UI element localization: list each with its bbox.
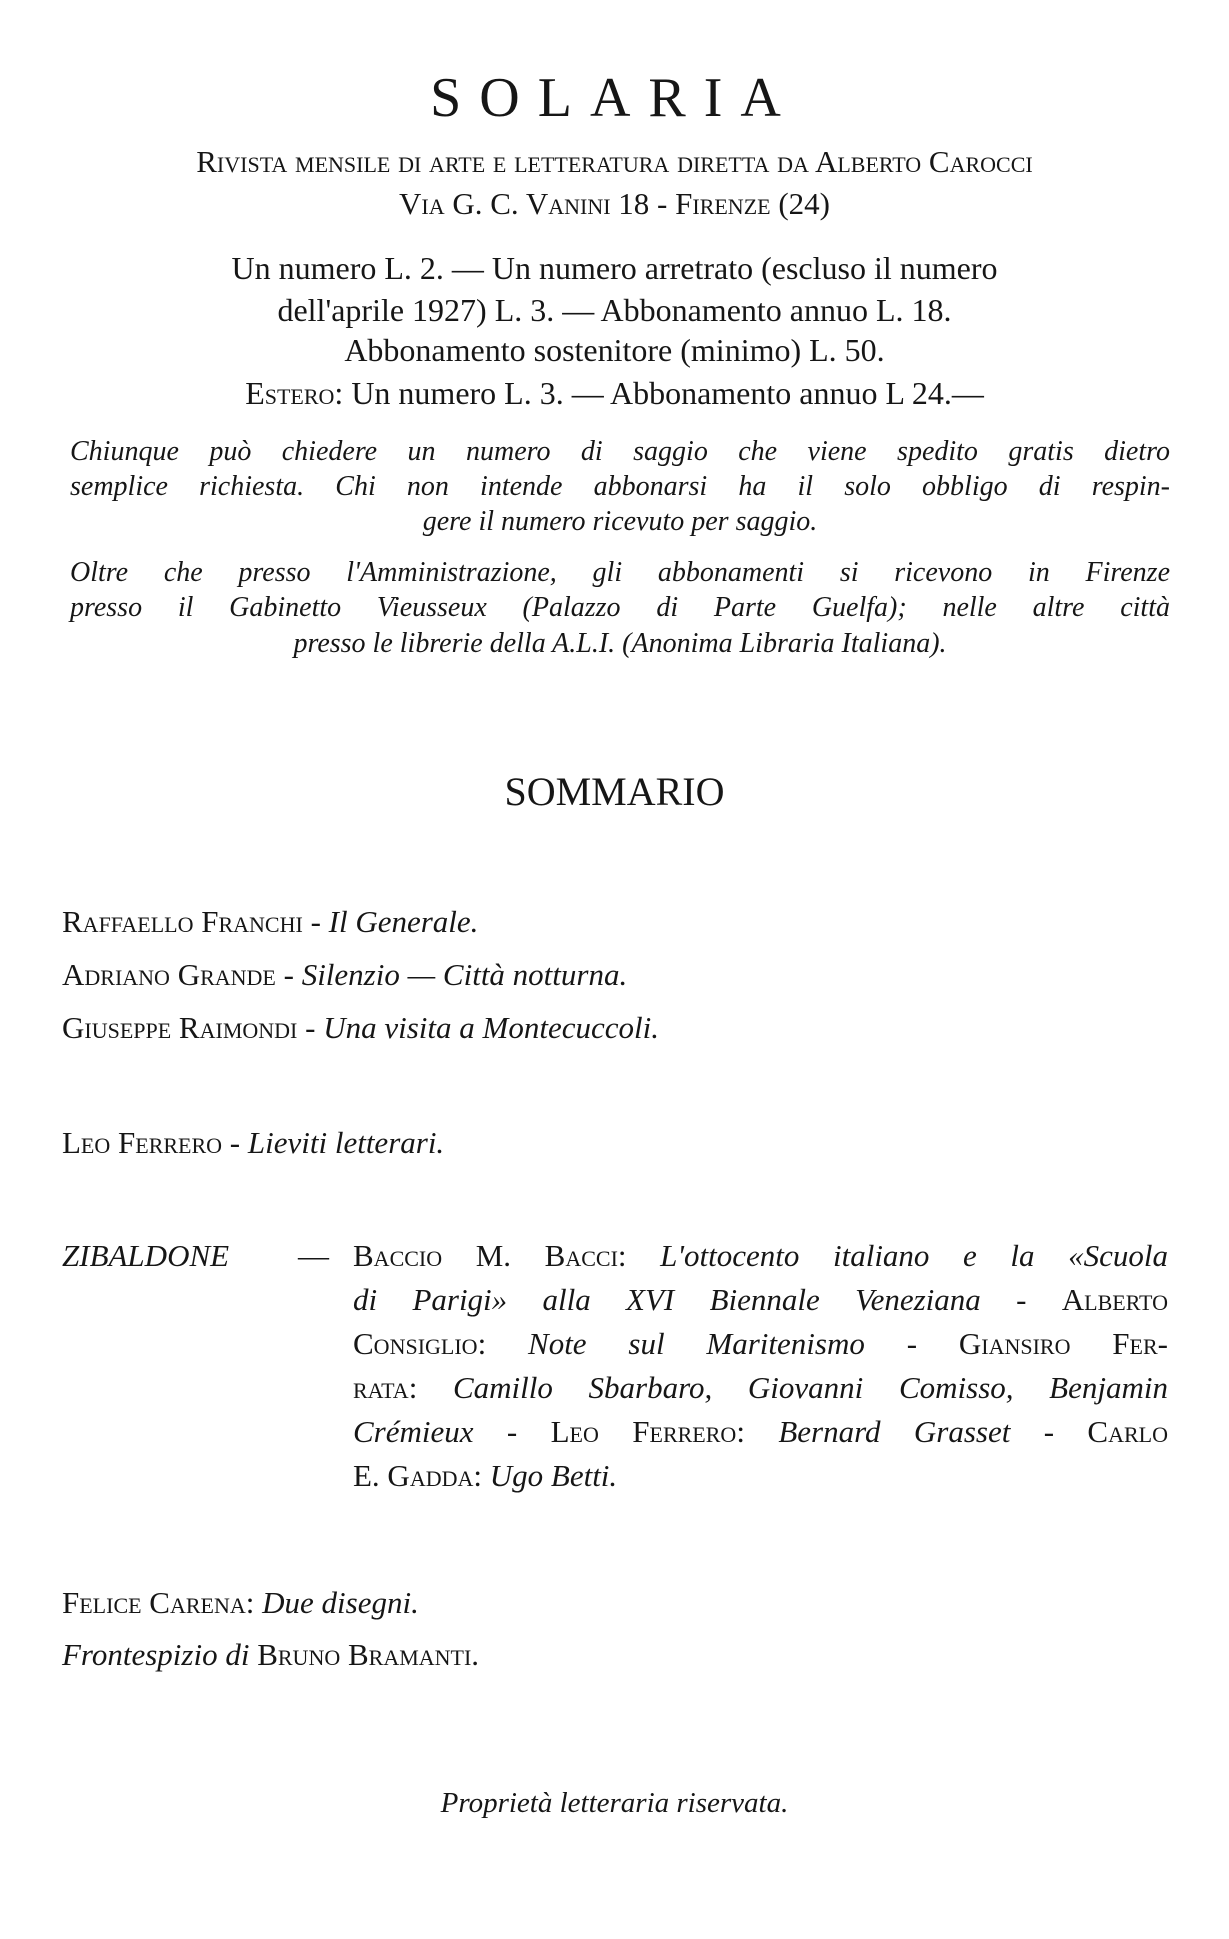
sommario-heading: SOMMARIO [504,769,725,814]
note1-line-1: Chiunque può chiedere un numero di saggio che viene spedito gratis dietro [70,436,1170,467]
note1-line-2: semplice richiesta. Chi non intende abbonarsi ha il solo obbligo di respin- [70,471,1170,502]
toc-separator: - [275,957,302,992]
toc-work: Silenzio — Città notturna. [301,957,628,992]
toc-work: Una visita a Montecuccoli. [323,1010,659,1045]
foreign-text: Un numero L. 3. — Abbonamento annuo L 24.— [343,375,984,411]
zibaldone-title: ZIBALDONE [62,1238,230,1273]
toc-separator: - [302,904,329,939]
price-line-3: Abbonamento sostenitore (minimo) L. 50. [344,332,885,368]
zib-author: Consiglio [353,1326,478,1361]
zibaldone-label [62,1238,229,1274]
zibaldone-dash: — [298,1238,329,1273]
toc-separator: - [297,1010,324,1045]
illustrations-author: Felice Carena [62,1585,246,1620]
toc-work: Il Generale. [328,904,479,939]
note2-line-2: presso il Gabinetto Vieusseux (Palazzo di Parte Guelfa); nelle altre città [70,592,1170,623]
note2-line-3: presso le librerie della A.L.I. (Anonima Libraria Italiana). [293,628,947,659]
zib-author: Carlo [1087,1414,1168,1449]
illustrations-entry: Felice Carena: Due disegni. [62,1585,419,1620]
toc-author: Leo Ferrero [62,1125,223,1160]
toc-author: Adriano Grande [62,957,276,992]
frontispiece-author: Bruno Bramanti. [257,1637,480,1672]
zib-work: Note sul Maritenismo [528,1326,865,1361]
copyright-notice: Proprietà letteraria riservata. [440,1787,789,1819]
zibaldone-line-4: rata: Camillo Sbarbaro, Giovanni Comisso, Benjamin [353,1370,1168,1405]
zib-author: Alberto [1061,1282,1168,1317]
zibaldone-line-5: Crémieux - Leo Ferrero: Bernard Grasset - Carlo [353,1414,1168,1449]
zib-author: Baccio M. Bacci [353,1238,618,1273]
foreign-label: Estero: [245,375,344,411]
magazine-subtitle: Rivista mensile di arte e letteratura diretta da Alberto Carocci [196,144,1033,179]
toc-author: Raffaello Franchi [62,904,303,939]
zib-work: L'ottocento italiano e la «Scuola [660,1238,1168,1273]
frontispiece-entry [62,1637,479,1673]
magazine-address: Via G. C. Vanini 18 - Firenze (24) [399,186,830,221]
zibaldone-line-1: Baccio M. Bacci: L'ottocento italiano e la «Scuola [353,1238,1168,1273]
price-foreign [0,375,1229,412]
zibaldone-line-2: di Parigi» alla XVI Biennale Veneziana - Alberto [353,1282,1168,1317]
illustrations-work: Due disegni. [262,1585,419,1620]
zib-work: Bernard Grasset [778,1414,1011,1449]
magazine-title: SOLARIA [430,67,799,129]
toc-entry [62,904,478,940]
zib-author: Leo Ferrero [550,1414,737,1449]
note1-line-3: gere il numero ricevuto per saggio. [422,506,818,537]
note2-line-1: Oltre che presso l'Amministrazione, gli abbonamenti si ricevono in Firenze [70,557,1170,588]
price-line-2: dell'aprile 1927) L. 3. — Abbonamento annuo L. 18. [277,292,952,328]
toc-entry [62,1010,659,1046]
toc-separator: - [222,1125,248,1160]
zib-author: E. Gadda [353,1458,474,1493]
toc-author: Giuseppe Raimondi [62,1010,298,1045]
zib-work: Ugo Betti. [489,1458,618,1493]
zib-work: di Parigi» alla XVI Biennale Veneziana [353,1282,981,1317]
frontispiece-prefix: Frontespizio di [62,1637,250,1672]
zib-work: Crémieux [353,1414,474,1449]
toc-entry [62,1125,444,1161]
toc-entry [62,957,627,993]
price-line-1: Un numero L. 2. — Un numero arretrato (escluso il numero [231,250,998,286]
zib-author: rata [353,1370,409,1405]
toc-work: Lieviti letterari. [247,1125,445,1160]
zibaldone-line-3: Consiglio: Note sul Maritenismo - Giansiro Fer- [353,1326,1168,1361]
zib-work: Camillo Sbarbaro, Giovanni Comisso, Benjamin [452,1370,1168,1405]
zibaldone-line-6: E. Gadda: Ugo Betti. [353,1458,618,1493]
zib-author: Giansiro Fer- [958,1326,1168,1361]
